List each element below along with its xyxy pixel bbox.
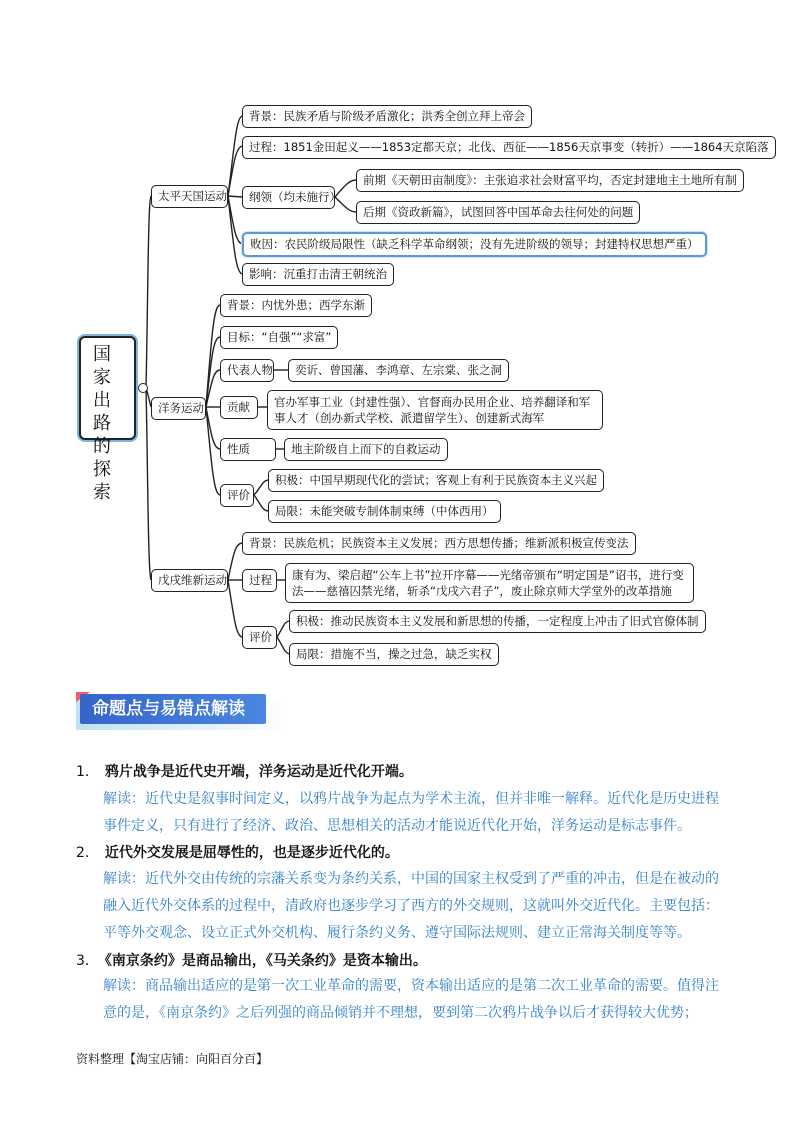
taiping-program-early: 前期《天朝田亩制度》：主张追求社会财富平均，否定封建地主土地所有制 [356,169,744,192]
yangwu-figures: 奕䜣、曾国藩、李鸿章、左宗棠、张之洞 [288,359,509,382]
item-1-answer: 解读：近代史是叙事时间定义，以鸦片战争为起点为学术主流，但并非唯一解释。近代化是历史进程 事件定义，只有进行了经济、政治、思想相关的活动才能说近代化开始，洋务运动是标志事件。 [103,791,719,834]
branch-yangwu: 洋务运动 [151,397,206,420]
wuxu-evaluation-label: 评价 [242,626,277,649]
yangwu-nature-label: 性质 [220,438,276,461]
taiping-failure-cause: 败因：农民阶级局限性（缺乏科学革命纲领；没有先进阶级的领导；封建特权思想严重） [242,232,707,257]
taiping-impact: 影响：沉重打击清王朝统治 [242,263,394,286]
section-banner [76,692,286,732]
yangwu-evaluation-limit: 局限：未能突破专制体制束缚（中体西用） [268,500,501,523]
wuxu-process: 康有为、梁启超“公车上书”拉开序幕——光绪帝颁布“明定国是”诏书，进行变法——慈禧囚禁光绪，斩杀“戊戌六君子”，废止除京师大学堂外的改革措施 [285,563,694,603]
yangwu-background: 背景：内忧外患；西学东渐 [220,294,372,317]
yangwu-contribution: 官办军事工业（封建性强）、官督商办民用企业、培养翻译和军事人才（创办新式学校、派遣留学生）、创建新式海军 [267,390,603,430]
yangwu-evaluation-positive: 积极：中国早期现代化的尝试；客观上有利于民族资本主义兴起 [268,469,604,492]
item-1-question: 1． 鸦片战争是近代史开端，洋务运动是近代化开端。 [76,764,413,780]
item-2-answer: 解读：近代外交由传统的宗藩关系变为条约关系，中国的国家主权受到了严重的冲击，但是在被动的 融入近代外交体系的过程中，清政府也逐步学习了西方的外交规则，这就叫外交近代化。主要包括： 平等外交观念、设立正式外交机构、履行条约义务、遵守国际法规则、建立正常海关制度等等。 [103,871,719,941]
branch-wuxu: 戊戌维新运动 [151,569,228,592]
footer-source: 资料整理【淘宝店铺：向阳百分百】 [76,1052,269,1066]
item-3-answer: 解读：商品输出适应的是第一次工业革命的需要，资本输出适应的是第二次工业革命的需要。值得注 意的是，《南京条约》之后列强的商品倾销并不理想，要到第二次鸦片战争以后才获得较大优势； [103,978,719,1021]
yangwu-evaluation-label: 评价 [220,484,254,507]
taiping-background: 背景：民族矛盾与阶级矛盾激化；洪秀全创立拜上帝会 [242,105,532,128]
branch-taiping: 太平天国运动 [151,185,228,208]
item-3-question: 3． 《南京条约》是商品输出，《马关条约》是资本输出。 [76,953,427,969]
item-2-question: 2． 近代外交发展是屈辱性的，也是逐步近代化的。 [76,845,399,861]
wuxu-evaluation-limit: 局限：措施不当，操之过急，缺乏实权 [289,643,499,666]
yangwu-contribution-label: 贡献 [220,396,258,419]
wuxu-process-label: 过程 [242,569,277,592]
yangwu-nature: 地主阶级自上而下的自救运动 [284,438,448,461]
yangwu-figures-label: 代表人物 [220,359,274,382]
collapse-circle-icon [138,383,148,393]
taiping-program-late: 后期《资政新篇》，试图回答中国革命去往何处的问题 [356,201,640,224]
taiping-program: 纲领（均未施行） [242,186,335,209]
yangwu-goal: 目标：“自强”“求富” [220,326,338,349]
wuxu-evaluation-positive: 积极：推动民族资本主义发展和新思想的传播，一定程度上冲击了旧式官僚体制 [289,610,706,633]
taiping-process: 过程：1851金田起义——1853定都天京；北伐、西征——1856天京事变（转折）——1864天京陷落 [242,136,776,159]
section-title: 命题点与易错点解读 [80,694,266,724]
mindmap-root: 国家出路的探索 [79,336,136,440]
wuxu-background: 背景：民族危机；民族资本主义发展；西方思想传播；维新派积极宣传变法 [242,532,636,555]
